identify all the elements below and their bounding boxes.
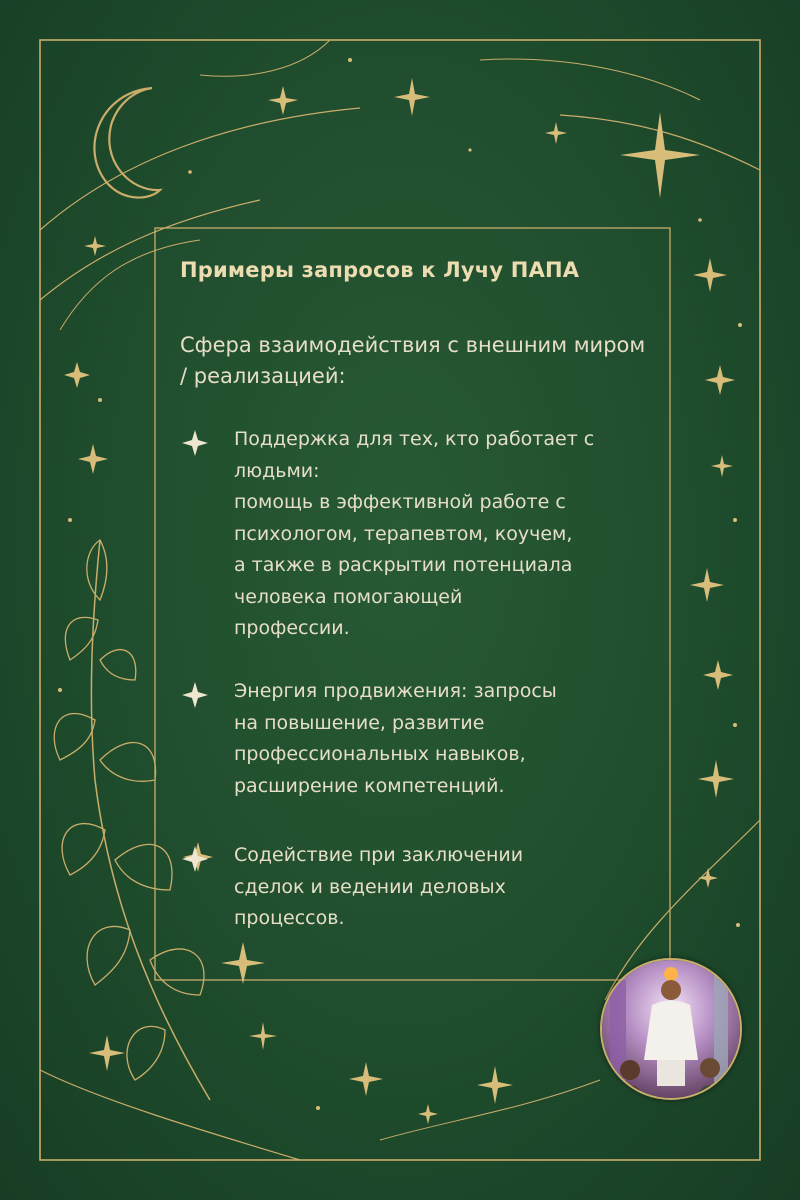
sparkle-star-icon xyxy=(180,844,210,874)
section-subtitle: Сфера взаимодействия с внешним миром / реализацией: xyxy=(180,333,646,388)
page-title: Примеры запросов к Лучу ПАПА xyxy=(180,258,580,282)
list-item-text: Энергия продвижения: запросы на повышение, развитие профессиональных навыков, расширение компетенций. xyxy=(234,680,557,797)
sparkle-star-icon xyxy=(180,680,210,710)
medallion-figure-image xyxy=(602,960,740,1098)
sparkle-star-icon xyxy=(180,428,210,458)
list-item-text: Содействие при заключении сделок и ведении деловых процессов. xyxy=(234,844,524,929)
illustration-medallion xyxy=(600,958,742,1100)
list-item-text: Поддержка для тех, кто работает с людьми: помощь в эффективной работе с психологом, терапевтом, коучем, а также в раскрытии потенциала человека помогающей профессии. xyxy=(234,428,595,639)
